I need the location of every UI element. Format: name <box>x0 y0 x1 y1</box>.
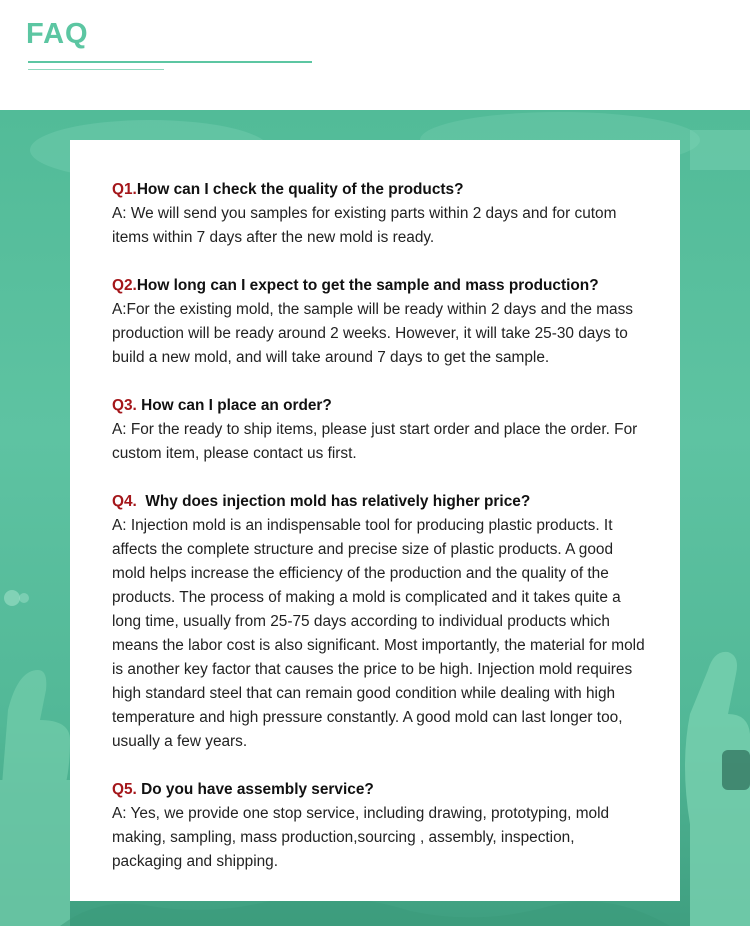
answer: A: Yes, we provide one stop service, including drawing, prototyping, mold making, sampling, mass production,sourcing , assembly, inspection, packaging and shipping. <box>112 805 610 870</box>
faq-item-2 <box>112 274 647 370</box>
faq-item-4 <box>112 490 647 754</box>
question-text: Why does injection mold has relatively higher price? <box>136 493 531 510</box>
faq-item-3 <box>112 394 647 466</box>
question-text: How can I place an order? <box>136 397 332 414</box>
left-hand-silhouette <box>0 670 70 926</box>
question-number: Q2. <box>112 277 137 294</box>
watch-shape <box>722 750 750 790</box>
faq-list <box>112 178 647 898</box>
faq-item-1 <box>112 178 647 250</box>
question <box>112 490 647 514</box>
question-text: How long can I expect to get the sample and mass production? <box>136 277 599 294</box>
answer: A: For the ready to ship items, please just start order and place the order. For custom item, please contact us first. <box>112 421 638 462</box>
question <box>112 178 647 202</box>
answer: A: Injection mold is an indispensable tool for producing plastic products. It affects the complete structure and precise size of plastic products. A good mold helps increase the efficiency of the production and the quality of the products. The process of making a mold is complicated and it takes quite a long time, usually from 25-75 days according to individual products which means the labor cost is also significant. Most importantly, the material for mold is another key factor that causes the price to be high. Injection mold requires high standard steel that can remain good condition while dealing with high temperature and high pressure constantly. A good mold can last longer too, usually a few years. <box>112 517 645 750</box>
question <box>112 274 647 298</box>
question <box>112 778 647 802</box>
title-underline-short <box>28 69 164 70</box>
answer: A:For the existing mold, the sample will be ready within 2 days and the mass production will be ready around 2 weeks. However, it will take 25-30 days to build a new mold, and will take around 7 days to get the sample. <box>112 301 633 366</box>
question-number: Q3. <box>112 397 137 414</box>
question-text: How can I check the quality of the products? <box>136 181 464 198</box>
page-title: FAQ <box>26 18 89 50</box>
question <box>112 394 647 418</box>
question-number: Q4. <box>112 493 137 510</box>
header <box>0 0 750 110</box>
answer: A: We will send you samples for existing parts within 2 days and for cutom items within 7 days after the new mold is ready. <box>112 205 617 246</box>
faq-item-5 <box>112 778 647 874</box>
title-underline <box>28 61 312 63</box>
question-text: Do you have assembly service? <box>136 781 374 798</box>
question-number: Q1. <box>112 181 137 198</box>
faq-card <box>70 140 680 901</box>
question-number: Q5. <box>112 781 137 798</box>
